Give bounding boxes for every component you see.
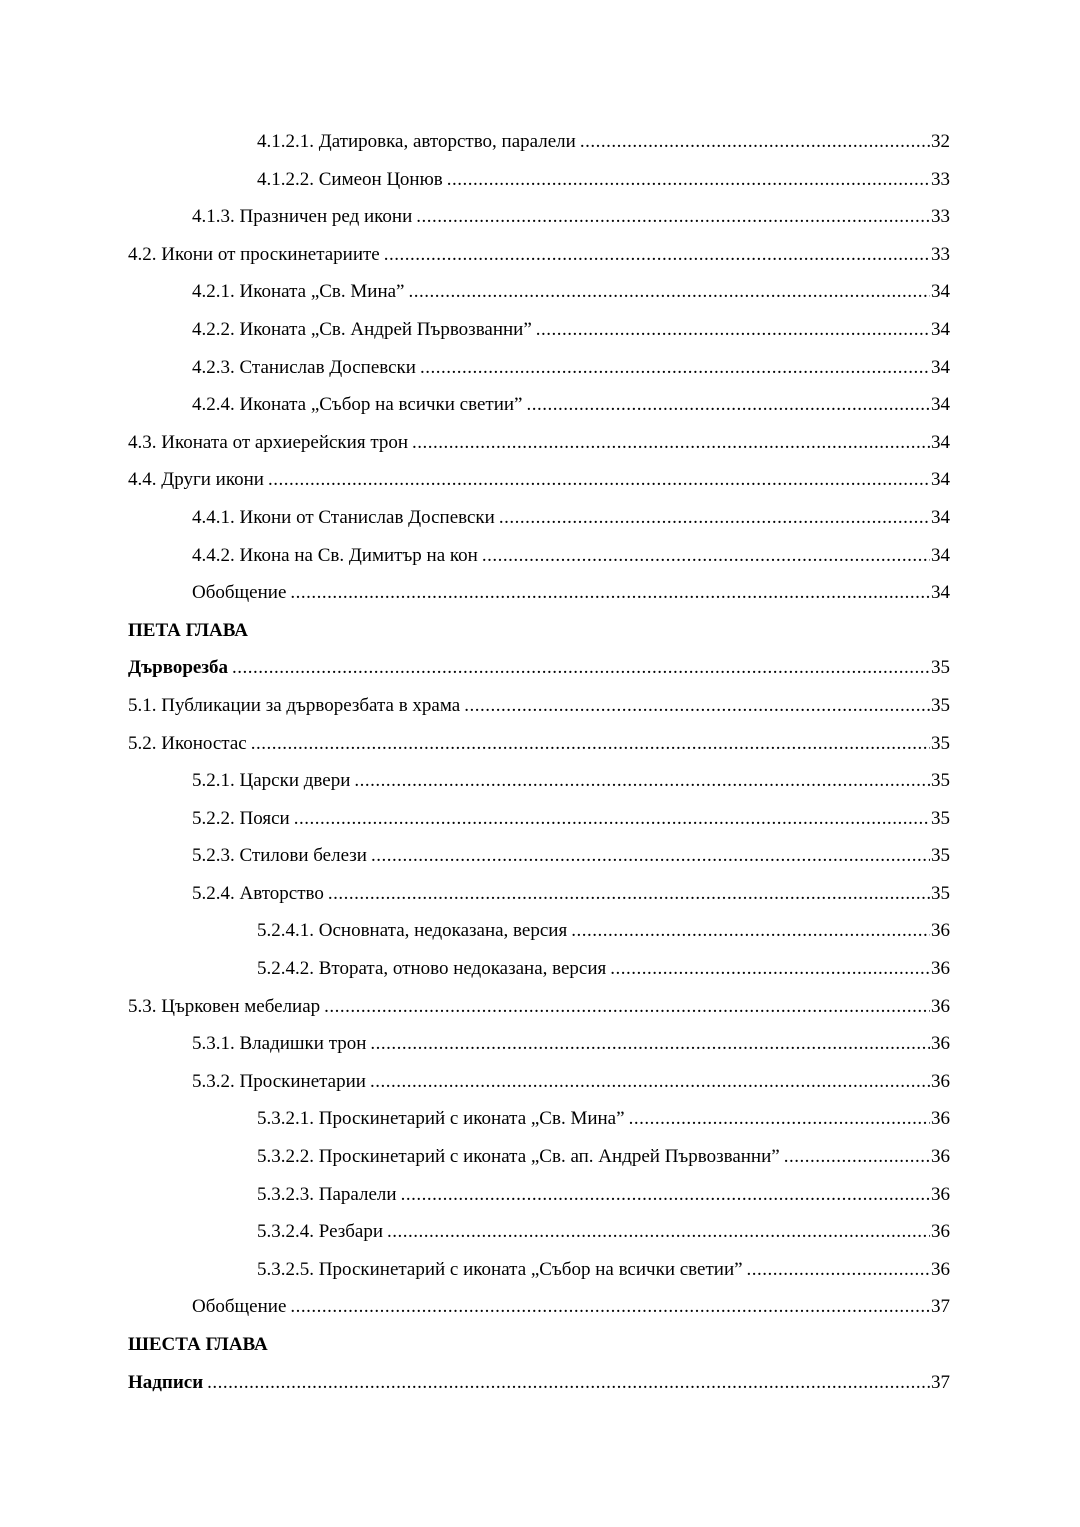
toc-entry[interactable] <box>128 1138 950 1176</box>
dot-leader <box>536 311 930 349</box>
dot-leader <box>232 649 930 687</box>
toc-entry[interactable] <box>128 649 950 687</box>
dot-leader <box>629 1100 930 1138</box>
toc-page-number: 35 <box>931 770 950 792</box>
toc-entry-label: 5.2.4.2. Втората, отново недоказана, версия <box>257 958 607 980</box>
dot-leader <box>387 1213 930 1251</box>
toc-entry-label: Обобщение <box>192 1296 287 1318</box>
toc-entry-label: 4.1.2.2. Симеон Цонюв <box>257 168 443 190</box>
chapter-heading <box>128 612 950 650</box>
toc-entry-label: 5.3.1. Владишки трон <box>192 1033 367 1055</box>
toc-entry[interactable] <box>128 1288 950 1326</box>
toc-page-number: 34 <box>931 469 950 491</box>
dot-leader <box>251 725 930 763</box>
toc-page-number: 36 <box>931 1146 950 1168</box>
toc-page-number: 36 <box>931 958 950 980</box>
dot-leader <box>610 950 930 988</box>
dot-leader <box>324 988 930 1026</box>
dot-leader <box>409 273 931 311</box>
dot-leader <box>207 1364 930 1402</box>
toc-entry[interactable] <box>128 574 950 612</box>
toc-entry-label: 5.3.2.2. Проскинетарий с иконата „Св. ап. Андрей Първозванни” <box>257 1146 780 1168</box>
dot-leader <box>526 386 930 424</box>
dot-leader <box>747 1251 930 1289</box>
toc-entry[interactable] <box>128 687 950 725</box>
toc-entry-label: 5.3.2.3. Паралели <box>257 1183 397 1205</box>
toc-entry-label: 5.3.2. Проскинетарии <box>192 1070 366 1092</box>
toc-entry-label: 5.3.2.1. Проскинетарий с иконата „Св. Мина” <box>257 1108 625 1130</box>
toc-entry[interactable] <box>128 424 950 462</box>
toc-entry[interactable] <box>128 311 950 349</box>
dot-leader <box>268 461 930 499</box>
toc-page-number: 34 <box>931 506 950 528</box>
toc-entry-label: Дърворезба <box>128 657 228 679</box>
toc-page-number: 34 <box>931 318 950 340</box>
toc-page-number: 35 <box>931 732 950 754</box>
toc-page-number: 36 <box>931 920 950 942</box>
toc-entry[interactable] <box>128 1063 950 1101</box>
toc-entry-label: 4.4. Други икони <box>128 469 264 491</box>
toc-entry-label: 4.2.4. Иконата „Събор на всички светии” <box>192 394 523 416</box>
toc-entry-label: 4.2.1. Иконата „Св. Мина” <box>192 281 405 303</box>
dot-leader <box>290 574 930 612</box>
dot-leader <box>328 875 930 913</box>
toc-entry[interactable] <box>128 1251 950 1289</box>
dot-leader <box>416 198 930 236</box>
toc-entry[interactable] <box>128 1364 950 1402</box>
toc-page-number: 34 <box>931 582 950 604</box>
toc-entry[interactable] <box>128 386 950 424</box>
toc-entry[interactable] <box>128 123 950 161</box>
toc-entry[interactable] <box>128 236 950 274</box>
toc-entry[interactable] <box>128 762 950 800</box>
dot-leader <box>447 161 930 199</box>
toc-entry-label: Обобщение <box>192 582 287 604</box>
toc-entry-label: ШЕСТА ГЛАВА <box>128 1334 268 1355</box>
chapter-heading <box>128 1326 950 1364</box>
toc-entry[interactable] <box>128 837 950 875</box>
toc-entry-label: 5.2.1. Царски двери <box>192 770 351 792</box>
toc-entry[interactable] <box>128 725 950 763</box>
toc-entry-label: Надписи <box>128 1371 204 1393</box>
toc-entry-label: 4.2.2. Иконата „Св. Андрей Първозванни” <box>192 318 532 340</box>
toc-entry-label: 5.2.2. Пояси <box>192 807 290 829</box>
toc-entry-label: 5.2. Иконостас <box>128 732 247 754</box>
toc-entry-label: 4.1.2.1. Датировка, авторство, паралели <box>257 131 576 152</box>
toc-page-number: 32 <box>931 131 950 152</box>
toc-page-number: 36 <box>931 995 950 1017</box>
dot-leader <box>384 236 930 274</box>
toc-entry[interactable] <box>128 461 950 499</box>
dot-leader <box>580 123 930 161</box>
toc-page-number: 34 <box>931 281 950 303</box>
dot-leader <box>482 537 930 575</box>
dot-leader <box>420 349 930 387</box>
toc-entry[interactable] <box>128 875 950 913</box>
toc-entry[interactable] <box>128 537 950 575</box>
toc-entry-label: 5.3.2.4. Резбари <box>257 1221 384 1243</box>
toc-page-number: 36 <box>931 1258 950 1280</box>
toc-entry[interactable] <box>128 198 950 236</box>
toc-entry[interactable] <box>128 1176 950 1214</box>
toc-entry[interactable] <box>128 1100 950 1138</box>
dot-leader <box>499 499 930 537</box>
toc-entry-label: 5.2.3. Стилови белези <box>192 845 367 867</box>
toc-entry-label: ПЕТА ГЛАВА <box>128 619 248 641</box>
dot-leader <box>401 1176 930 1214</box>
toc-page-number: 37 <box>931 1371 950 1393</box>
toc-entry[interactable] <box>128 988 950 1026</box>
toc-entry[interactable] <box>128 161 950 199</box>
dot-leader <box>370 1063 930 1101</box>
toc-entry[interactable] <box>128 1213 950 1251</box>
toc-entry-label: 5.2.4.1. Основната, недоказана, версия <box>257 920 568 942</box>
dot-leader <box>412 424 930 462</box>
toc-page-number: 36 <box>931 1070 950 1092</box>
toc-page-number: 36 <box>931 1033 950 1055</box>
toc-entry-label: 4.4.2. Икона на Св. Димитър на кон <box>192 544 478 566</box>
toc-entry[interactable] <box>128 912 950 950</box>
toc-entry-label: 4.3. Иконата от архиерейския трон <box>128 431 409 453</box>
toc-page-number: 34 <box>931 431 950 453</box>
toc-page-number: 35 <box>931 845 950 867</box>
dot-leader <box>464 687 930 725</box>
toc-page-number: 33 <box>931 206 950 228</box>
toc-entry-label: 4.2. Икони от проскинетариите <box>128 243 380 265</box>
toc-page-number: 33 <box>931 243 950 265</box>
toc-entry-label: 5.1. Публикации за дърворезбата в храма <box>128 694 461 716</box>
toc-page-number: 35 <box>931 694 950 716</box>
toc-entry-label: 5.3. Църковен мебелиар <box>128 995 321 1017</box>
toc-page-number: 36 <box>931 1108 950 1130</box>
toc-entry-label: 5.2.4. Авторство <box>192 882 324 904</box>
toc-entry[interactable] <box>128 499 950 537</box>
table-of-contents <box>128 123 950 1401</box>
dot-leader <box>371 837 930 875</box>
toc-entry[interactable] <box>128 950 950 988</box>
dot-leader <box>290 1288 930 1326</box>
dot-leader <box>571 912 930 950</box>
dot-leader <box>370 1025 930 1063</box>
toc-entry-label: 4.2.3. Станислав Доспевски <box>192 356 416 378</box>
toc-page-number: 37 <box>931 1296 950 1318</box>
toc-entry-label: 4.1.3. Празничен ред икони <box>192 206 413 228</box>
toc-entry-label: 4.4.1. Икони от Станислав Доспевски <box>192 506 495 528</box>
toc-page-number: 34 <box>931 356 950 378</box>
dot-leader <box>784 1138 930 1176</box>
toc-page-number: 36 <box>931 1221 950 1243</box>
dot-leader <box>294 800 930 838</box>
toc-page-number: 34 <box>931 394 950 416</box>
toc-page-number: 35 <box>931 807 950 829</box>
toc-entry[interactable] <box>128 273 950 311</box>
toc-entry[interactable] <box>128 1025 950 1063</box>
toc-entry[interactable] <box>128 800 950 838</box>
toc-page-number: 33 <box>931 168 950 190</box>
toc-page-number: 35 <box>931 657 950 679</box>
toc-entry[interactable] <box>128 349 950 387</box>
dot-leader <box>354 762 930 800</box>
toc-page-number: 34 <box>931 544 950 566</box>
toc-page-number: 36 <box>931 1183 950 1205</box>
toc-page-number: 35 <box>931 882 950 904</box>
toc-entry-label: 5.3.2.5. Проскинетарий с иконата „Събор на всички светии” <box>257 1258 743 1280</box>
